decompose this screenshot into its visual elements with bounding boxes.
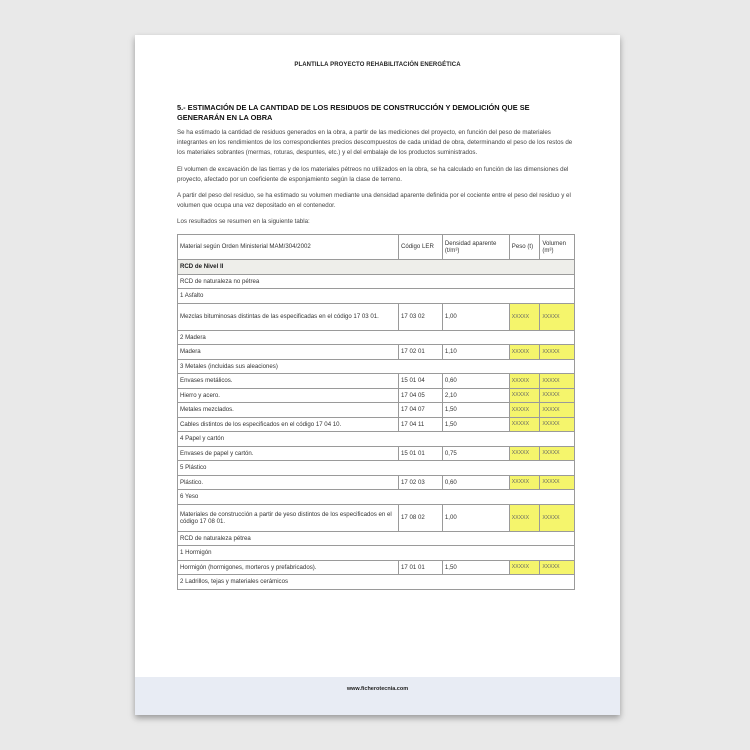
cell-code: 17 04 05 — [399, 388, 443, 403]
table-row — [178, 575, 575, 590]
cell-code: 17 04 11 — [399, 417, 443, 432]
cell-density: 1,10 — [442, 345, 509, 360]
table-row — [178, 359, 575, 374]
header-code: Código LER — [399, 234, 443, 259]
cell-weight: XXXXX — [509, 345, 540, 360]
paragraph: El volumen de excavación de las tierras y de los materiales pétreos no utilizados en la obra, se ha calculado en función de las dimensiones del proyecto, afectado por un coeficiente de esponjamiento según la clase de terreno. — [177, 165, 569, 183]
cell-code: 17 02 01 — [399, 345, 443, 360]
cell-volume: XXXXX — [540, 504, 575, 531]
cell-density: 2,10 — [442, 388, 509, 403]
table-row — [178, 417, 575, 432]
category-label: RCD de naturaleza no pétrea — [178, 274, 575, 289]
cell-code: 17 04 07 — [399, 403, 443, 418]
cell-volume: XXXXX — [540, 374, 575, 389]
cell-material: Madera — [178, 345, 399, 360]
cell-density: 1,50 — [442, 403, 509, 418]
cell-material: Materiales de construcción a partir de yeso distintos de los especificados en el código 17 08 01. — [178, 504, 399, 531]
cell-material: Cables distintos de los especificados en el código 17 04 10. — [178, 417, 399, 432]
cell-volume: XXXXX — [540, 303, 575, 330]
cell-volume: XXXXX — [540, 403, 575, 418]
header-material: Material según Orden Ministerial MAM/304/2002 — [178, 234, 399, 259]
cell-material: Metales mezclados. — [178, 403, 399, 418]
category-label: 2 Madera — [178, 330, 575, 345]
cell-weight: XXXXX — [509, 417, 540, 432]
cell-code: 17 02 03 — [399, 475, 443, 490]
header-weight: Peso (t) — [509, 234, 540, 259]
cell-density: 1,00 — [442, 504, 509, 531]
cell-weight: XXXXX — [509, 475, 540, 490]
page-header: PLANTILLA PROYECTO REHABILITACIÓN ENERGÉTICA — [294, 62, 461, 68]
header-volume: Volumen (m³) — [540, 234, 575, 259]
cell-code: 15 01 04 — [399, 374, 443, 389]
table-row — [178, 289, 575, 304]
paragraph: A partir del peso del residuo, se ha estimado su volumen mediante una densidad aparente definida por el cociente entre el peso del residuo y el volumen que ocupa una vez depositado en el contenedor. — [177, 192, 571, 210]
cell-density: 0,60 — [442, 374, 509, 389]
table-row — [178, 546, 575, 561]
table-row — [178, 446, 575, 461]
cell-weight: XXXXX — [509, 446, 540, 461]
category-label: 1 Asfalto — [178, 289, 575, 304]
cell-weight: XXXXX — [509, 303, 540, 330]
table-body — [178, 259, 575, 589]
cell-density: 1,00 — [442, 303, 509, 330]
cell-weight: XXXXX — [509, 403, 540, 418]
table-row — [178, 432, 575, 447]
cell-weight: XXXXX — [509, 374, 540, 389]
page-content — [177, 103, 575, 590]
cell-code: 17 03 02 — [399, 303, 443, 330]
document-page — [135, 35, 620, 715]
category-label: 2 Ladrillos, tejas y materiales cerámicos — [178, 575, 575, 590]
section-title: 5.- ESTIMACIÓN DE LA CANTIDAD DE LOS RESIDUOS DE CONSTRUCCIÓN Y DEMOLICIÓN QUE SE GENERARÁN EN LA OBRA — [177, 103, 530, 122]
cell-code: 17 01 01 — [399, 560, 443, 575]
category-label: 1 Hormigón — [178, 546, 575, 561]
cell-density: 0,60 — [442, 475, 509, 490]
cell-material: Envases metálicos. — [178, 374, 399, 389]
table-row — [178, 388, 575, 403]
table-row — [178, 560, 575, 575]
cell-weight: XXXXX — [509, 560, 540, 575]
cell-weight: XXXXX — [509, 388, 540, 403]
cell-volume: XXXXX — [540, 560, 575, 575]
cell-volume: XXXXX — [540, 446, 575, 461]
page-footer — [135, 677, 620, 715]
table-row — [178, 475, 575, 490]
group-label: RCD de Nivel II — [178, 259, 575, 274]
header-density: Densidad aparente (t/m³) — [442, 234, 509, 259]
cell-volume: XXXXX — [540, 475, 575, 490]
table-row — [178, 490, 575, 505]
cell-material: Plástico. — [178, 475, 399, 490]
cell-volume: XXXXX — [540, 388, 575, 403]
table-row — [178, 461, 575, 476]
cell-material: Mezclas bituminosas distintas de las especificadas en el código 17 03 01. — [178, 303, 399, 330]
cell-volume: XXXXX — [540, 345, 575, 360]
category-label: 5 Plástico — [178, 461, 575, 476]
table-row — [178, 345, 575, 360]
table-group-row — [178, 259, 575, 274]
category-label: 4 Papel y cartón — [178, 432, 575, 447]
cell-code: 15 01 01 — [399, 446, 443, 461]
table-row — [178, 403, 575, 418]
table-row — [178, 303, 575, 330]
cell-code: 17 08 02 — [399, 504, 443, 531]
cell-density: 1,50 — [442, 417, 509, 432]
category-label: RCD de naturaleza pétrea — [178, 531, 575, 546]
table-row — [178, 531, 575, 546]
waste-table — [177, 234, 575, 590]
table-row — [178, 274, 575, 289]
cell-volume: XXXXX — [540, 417, 575, 432]
paragraph: Se ha estimado la cantidad de residuos generados en la obra, a partir de las mediciones del proyecto, en función del peso de materiales integrantes en los rendimientos de los correspondientes precios descompuestos de cada unidad de obra, determinando el peso de los restos de los materiales sobrantes (mermas, roturas, despuntes, etc.) y el del embalaje de los productos suministrados. — [177, 129, 573, 157]
cell-material: Envases de papel y cartón. — [178, 446, 399, 461]
cell-weight: XXXXX — [509, 504, 540, 531]
table-row — [178, 374, 575, 389]
paragraph: Los resultados se resumen en la siguiente tabla: — [177, 218, 310, 226]
cell-material: Hierro y acero. — [178, 388, 399, 403]
table-header-row — [178, 234, 575, 259]
table-row — [178, 330, 575, 345]
footer-url: www.ficherotecnia.com — [346, 686, 409, 692]
category-label: 6 Yeso — [178, 490, 575, 505]
table-row — [178, 504, 575, 531]
cell-material: Hormigón (hormigones, morteros y prefabricados). — [178, 560, 399, 575]
cell-density: 0,75 — [442, 446, 509, 461]
cell-density: 1,50 — [442, 560, 509, 575]
category-label: 3 Metales (incluidas sus aleaciones) — [178, 359, 575, 374]
